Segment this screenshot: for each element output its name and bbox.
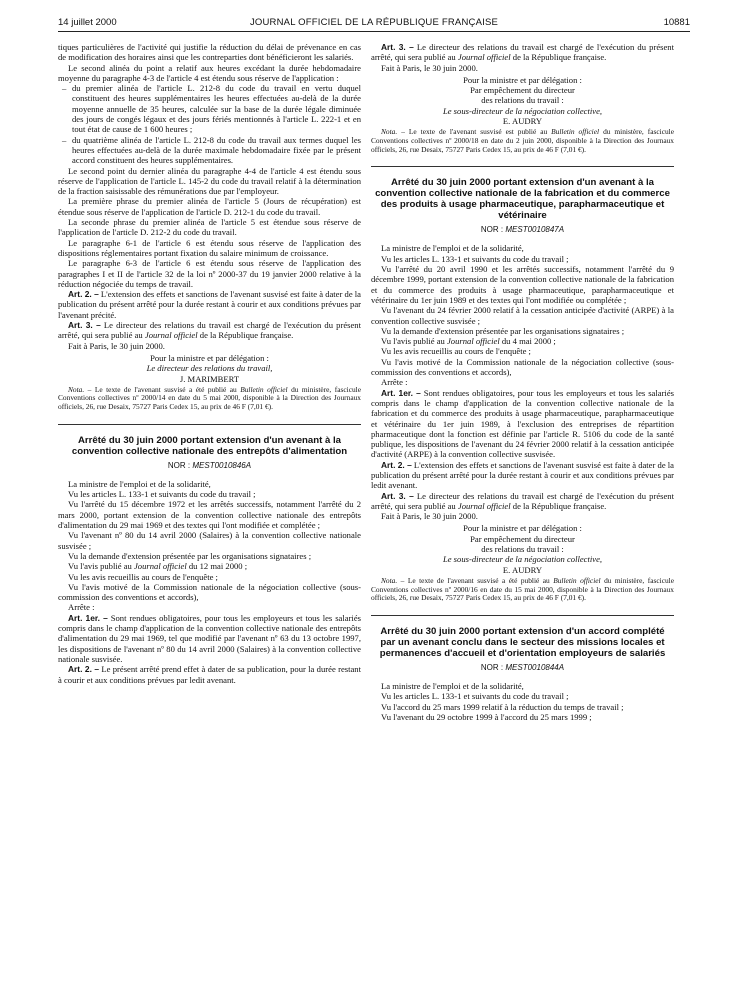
article-text: de la République française. [512,52,607,63]
paragraph: Vu les avis recueillis au cours de l'enquête ; [68,571,218,582]
header-date: 14 juillet 2000 [58,17,117,28]
fait-a-paris: Fait à Paris, le 30 juin 2000. [381,62,478,73]
signature-line: Pour la ministre et par délégation : [463,523,582,534]
paragraph-text: du 12 mai 2000 ; [188,561,248,572]
paragraph: Vu l'avis motivé de la Commission nationale de la négociation collective (sous-commission des conventions et accords), [371,356,674,378]
paragraph: La seconde phrase du premier alinéa de l'article 5 est étendue sous réserve de l'application de l'article D. 212-2 du code du travail. [58,217,361,238]
paragraph: La ministre de l'emploi et de la solidarité, [381,681,524,692]
paragraph [371,336,674,346]
nota-label: Nota. – [381,575,405,585]
article-3 [58,320,361,341]
article-3 [371,491,674,512]
paragraph: Vu l'avis motivé de la Commission nationale de la négociation collective (sous-commission des conventions et accords), [58,581,361,603]
paragraph: Vu l'arrêté du 15 décembre 1972 et les arrêtés successifs, notamment l'arrêté du 2 mars 2000, portant extension de la convention collective nationale des entrepôts d'alimentation du 29 mai 1969 et des textes qui l'ont modifiée et complétée ; [58,499,361,531]
signature-line: des relations du travail : [481,544,564,555]
arrete-title: Arrêté du 30 juin 2000 portant extension d'un accord complété par un avenant conclu dans le secteur des missions locales et permanences d'accueil et d'orientation employeurs de salariés [379,625,666,659]
paragraph: Vu la demande d'extension présentée par les organisations signataires ; [381,325,625,336]
paragraph: La première phrase du premier alinéa de l'article 5 (Jours de récupération) est étendue sous réserve de l'application de l'article D. 212-1 du code du travail. [58,196,361,217]
signature-line: Pour la ministre et par délégation : [463,74,582,85]
signature-title: Le sous-directeur de la négociation collective, [442,554,603,565]
article-1 [371,388,674,460]
article-3 [371,42,674,63]
bulletin-officiel-ref: Bulletin officiel [551,127,600,137]
paragraph-text: du 4 mai 2000 ; [501,336,556,347]
left-column [58,42,361,685]
nota-text: Le texte de l'avenant susvisé est publié au [408,127,548,137]
nor-reference [58,461,361,471]
article-label: Art. 2. – [68,289,99,300]
signature-line: Pour la ministre et par délégation : [150,352,269,363]
nota-label: Nota. – [381,127,405,137]
article-2 [58,289,361,320]
nota-text: du ministère, fascicule Conventions collectives nº 2000/18 en date du 2 juin 2000, disponible à la Direction des Journaux officiels, 26, rue Desaix, 75727 Paris Cedex 15, au prix de 46 F (7,01 €). [371,127,675,154]
article-text: L'extension des effets et sanctions de l'avenant susvisé est faite à dater de la publication du présent arrêté pour la durée restant à courir et aux conditions prévues par l'avenant précité. [58,289,361,320]
article-text: de la République française. [199,330,294,341]
paragraph: Le paragraphe 6-3 de l'article 6 est étendu sous réserve de l'application des paragraphes I et II de l'article 32 de la loi nº 2000-37 du 19 janvier 2000 relative à la réduction négociée du temps de travail. [58,258,361,289]
article-2 [58,664,361,685]
article-label: Art. 2. – [68,664,100,675]
journal-officiel-ref: Journal officiel [133,561,187,572]
header-rule [58,31,690,32]
journal-officiel-ref: Journal officiel [446,336,500,347]
nor-label: NOR : [480,662,504,672]
journal-officiel-ref: Journal officiel [457,500,511,511]
article-label: Art. 1er. – [381,387,421,398]
paragraph: Le second alinéa du point a relatif aux heures excédant la durée hebdomadaire moyenne du paragraphe 4-3 de l'article 4 est étendu sous réserve de l'application : [58,62,361,83]
paragraph: Vu l'accord du 25 mars 1999 relatif à la réduction du temps de travail ; [381,701,624,712]
signatory-name: E. AUDRY [502,116,543,127]
arrete-heading: Arrête : [68,602,95,613]
article-1 [58,613,361,664]
article-label: Art. 2. – [381,459,412,470]
paragraph: Le second point du dernier alinéa du paragraphe 4-4 de l'article 4 est étendu sous réserve de l'application de l'article L. 145-2 du code du travail relatif à la détermination de la fraction saisissable des rémunérations due par l'employeur. [58,165,361,197]
nor-code: MEST0010846A [192,460,252,470]
article-text: L'extension des effets et sanctions de l'avenant susvisé est faite à dater de la publication du présent arrêté pour la durée restant à courir et aux conditions prévues par ledit avenant. [371,459,674,491]
section-divider [371,166,674,167]
article-text: Le directeur des relations du travail est chargé de l'exécution du présent arrêté, qui sera publié au [371,490,674,511]
nota-text: du ministère, fascicule Conventions collectives nº 2000/16 en date du 15 mai 2000, disponible à la Direction des Journaux officiels, 26, rue Desaix, 75727 Paris Cedex 15, au prix de 46 F (7,01 €). [371,575,674,603]
paragraph: Le paragraphe 6-1 de l'article 6 est étendu sous réserve de l'application des dispositions réglementaires portant fixation du salaire minimum de croissance. [58,237,361,258]
paragraph: Vu les articles L. 133-1 et suivants du code du travail ; [381,691,569,702]
signature-block [371,75,674,126]
bulletin-officiel-ref: Bulletin officiel [553,575,601,585]
article-text: Le directeur des relations du travail est chargé de l'exécution du présent arrêté, qui sera publié au [371,42,674,63]
paragraph: Vu la demande d'extension présentée par les organisations signataires ; [68,550,312,561]
list-item: – du premier alinéa de l'article L. 212-8 du code du travail en vertu duquel constituent des heures supplémentaires les heures effectuées au-delà de la durée moyenne annuelle de 35 heures, calculée sur la base de la durée légale diminuée des jours de congés légaux et des jours fériés mentionnés à l'article L. 222-1 et en tout état de cause de 1 600 heures ; [72,83,361,134]
article-label: Art. 3. – [381,42,414,52]
paragraph [58,561,361,571]
nor-label: NOR : [167,460,191,470]
nor-code: MEST0010847A [505,225,565,235]
arrete-title: Arrêté du 30 juin 2000 portant extension d'un avenant à la convention collective nationale des entrepôts d'alimentation [71,434,348,457]
article-2 [371,460,674,491]
fait-a-paris: Fait à Paris, le 30 juin 2000. [68,340,165,351]
article-text: Le présent arrêté prend effet à dater de sa publication, pour la durée restant à courir et aux conditions prévues par ledit avenant. [58,664,361,685]
page-header [58,14,690,34]
signature-line: Par empêchement du directeur [470,533,575,544]
nota [371,577,674,603]
nota [371,128,674,154]
paragraph-text: Vu l'avis publié au [68,561,132,572]
paragraph: Vu les articles L. 133-1 et suivants du code du travail ; [68,489,256,500]
fait-a-paris: Fait à Paris, le 30 juin 2000. [381,511,478,522]
bulletin-officiel-ref: Bulletin officiel [240,384,288,394]
signatory-name: J. MARIMBERT [179,373,240,384]
paragraph: Vu l'avenant du 24 février 2000 relatif à la cessation anticipée d'activité (ARPE) à la convention collective susvisée ; [371,305,674,326]
paragraph: Vu l'arrêté du 20 avril 1990 et les arrêtés successifs, notamment l'arrêté du 9 décembre 1999, portant extension de la convention collective nationale de la fabrication et du commerce des produits à usage pharmaceutique, parapharmaceutique et vétérinaire du 1er juin 1989 et des textes qui l'ont modifiée ou complétée ; [371,264,674,305]
arrete-heading: Arrête : [381,377,408,388]
signature-title: Le sous-directeur de la négociation collective, [442,105,603,116]
nor-reference [371,225,674,235]
paragraph: Vu l'avenant nº 80 du 14 avril 2000 (Salaires) à la convention collective nationale susvisée ; [58,530,361,551]
header-title: JOURNAL OFFICIEL DE LA RÉPUBLIQUE FRANÇAISE [249,17,499,28]
signatory-name: E. AUDRY [502,564,543,575]
signature-title: Le directeur des relations du travail, [146,363,273,374]
arrete-title: Arrêté du 30 juin 2000 portant extension d'un avenant à la convention collective nationale de la fabrication et du commerce des produits à usage pharmaceutique, parapharmaceutique et vétérinaire [375,177,670,222]
signature-block [58,353,361,384]
signature-line: des relations du travail : [481,95,564,106]
paragraph: Vu les articles L. 133-1 et suivants du code du travail ; [381,253,569,264]
paragraph: La ministre de l'emploi et de la solidarité, [381,243,524,254]
article-label: Art. 1er. – [68,612,108,623]
article-label: Art. 3. – [381,490,414,501]
article-text: Sont rendues obligatoires, pour tous les employeurs et tous les salariés compris dans le champ d'application de la convention collective nationale des entrepôts d'alimentation du 29 mai 1969, tel que modifié par l'avenant nº 63 du 13 octobre 1997, les dispositions de l'avenant nº 80 du 14 avril 2000 (Salaires) à la convention collective nationale susvisée. [58,612,361,664]
list-item: – du quatrième alinéa de l'article L. 212-8 du code du travail aux termes duquel les heures effectuées au-delà de la durée maximale hebdomadaire fixée par le présent accord constituent des heures supplémentaires. [72,135,361,166]
paragraph: La ministre de l'emploi et de la solidarité, [68,478,211,489]
section-divider [58,424,361,425]
article-label: Art. 3. – [68,320,101,331]
paragraph: Vu les avis recueillis au cours de l'enquête ; [381,346,531,357]
article-text: Sont rendues obligatoires, pour tous les employeurs et tous les salariés compris dans le champ d'application de la convention collective nationale de la fabrication et du commerce des produits à usage pharmaceutique, parapharmaceutique et vétérinaire du 1er juin 1989, à l'exclusion des entreprises de répartition pharmaceutique dont la fonction est définie par l'article R. 5106 du code de la santé publique, les dispositions de l'avenant du 24 février 2000 relatif à la cessation anticipée d'activité (ARPE) à la convention collective susvisée. [371,387,674,460]
header-page-number: 10881 [663,17,690,28]
article-text: Le directeur des relations du travail est chargé de l'exécution du présent arrêté, qui sera publié au [58,320,361,341]
signature-line: Par empêchement du directeur [470,85,575,96]
nor-reference [371,663,674,673]
nota-text: Le texte de l'avenant susvisé a été publié au [94,384,237,394]
article-text: de la République française. [512,500,607,511]
section-divider [371,615,674,616]
nota-text: du ministère, fascicule Conventions collectives nº 2000/14 en date du 5 mai 2000, disponible à la Direction des Journaux officiels, 26, rue Desaix, 75727 Paris Cedex 15, au prix de 46 F (7,01 €). [58,384,361,411]
nota-label: Nota. – [68,384,92,394]
nota-text: Le texte de l'avenant susvisé a été publié au [407,575,550,585]
journal-officiel-ref: Journal officiel [144,330,198,341]
nor-label: NOR : [480,225,504,235]
nor-code: MEST0010844A [505,662,565,672]
paragraph: Vu l'avenant du 29 octobre 1999 à l'accord du 25 mars 1999 ; [381,711,592,722]
journal-officiel-ref: Journal officiel [457,52,511,63]
paragraph-text: Vu l'avis publié au [381,336,445,347]
nota [58,386,361,412]
paragraph: tiques particulières de l'activité qui justifie la réduction du délai de prévenance en cas de modification des horaires ainsi que les contreparties dont bénéficieront les salariés. [58,42,361,63]
right-column [371,42,674,722]
signature-block [371,523,674,574]
bullet-list [58,83,361,165]
